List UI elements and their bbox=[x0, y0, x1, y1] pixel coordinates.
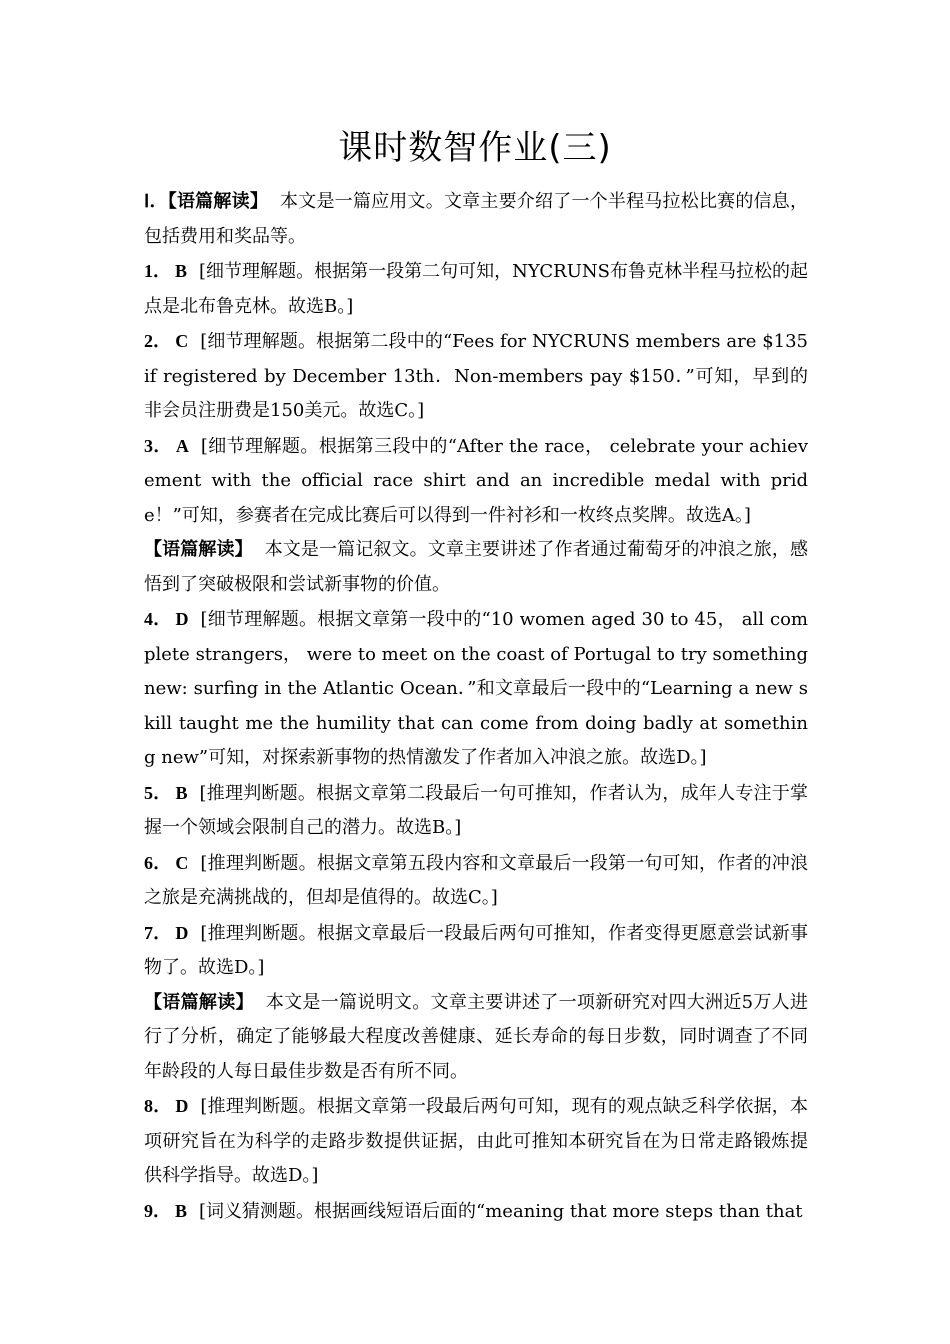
section-intro-2 bbox=[144, 533, 808, 602]
answer-item-3 bbox=[144, 429, 808, 534]
page-title: 课时数智作业(三) bbox=[338, 128, 612, 168]
answer-letter: B bbox=[175, 261, 188, 281]
reading-tag: 【语篇解读】 bbox=[144, 539, 253, 560]
reading-tag: 【语篇解读】 bbox=[144, 991, 254, 1013]
explanation-text: [推理判断题。根据文章最后一段最后两句可推知，作者变得更愿意尝试新事物了。故选D。] bbox=[144, 922, 808, 978]
answer-letter: A bbox=[175, 435, 189, 456]
question-number: 9． bbox=[144, 1200, 171, 1221]
paragraph-text: 本文是一篇记叙文。文章主要讲述了作者通过葡萄牙的冲浪之旅，感悟到了突破极限和尝试新事物的价值。 bbox=[144, 539, 808, 595]
answer-letter: B bbox=[175, 1200, 188, 1221]
question-number: 3． bbox=[144, 435, 172, 456]
answer-item-9 bbox=[144, 1194, 808, 1230]
question-number: 5． bbox=[144, 782, 172, 803]
explanation-text: [细节理解题。根据第三段中的“After the race， celebrate your achievement with the official race shirt and an incredible medal with pride！”可知，参赛者在完成比赛后可以得到一件衬衫和一枚终点奖牌。故选A。] bbox=[144, 435, 808, 526]
answer-letter: D bbox=[175, 609, 189, 629]
explanation-text: [细节理解题。根据文章第一段中的“10 women aged 30 to 45， all complete strangers， were to meet on the coast of Portugal to try something new: surfing in the Atlantic Ocean．”和文章最后一段中的“Learning a new skill taught me the humility that can come from doing badly at something new”可知，对探索新事物的热情激发了作者加入冲浪之旅。故选D。] bbox=[144, 609, 808, 768]
paragraph-text: 本文是一篇说明文。文章主要讲述了一项新研究对四大洲近5万人进行了分析，确定了能够最大程度改善健康、延长寿命的每日步数，同时调查了不同年龄段的人每日最佳步数是否有所不同。 bbox=[144, 991, 809, 1082]
answer-item-8 bbox=[144, 1089, 808, 1194]
answer-item-5 bbox=[144, 776, 808, 846]
question-number: 7． bbox=[144, 922, 172, 943]
answer-letter: B bbox=[175, 782, 188, 803]
explanation-text: [细节理解题。根据第二段中的“Fees for NYCRUNS members are $135 if registered by December 13th．Non-members pay $150．”可知，早到的非会员注册费是150美元。故选C。] bbox=[144, 331, 809, 421]
paragraph-text: 本文是一篇应用文。文章主要介绍了一个半程马拉松比赛的信息，包括费用和奖品等。 bbox=[144, 191, 809, 247]
answer-letter: D bbox=[175, 1096, 189, 1116]
section-intro-1 bbox=[144, 184, 808, 254]
answer-letter: D bbox=[175, 922, 189, 943]
question-number: 6． bbox=[144, 852, 172, 873]
answer-body bbox=[144, 184, 808, 1229]
section-intro-3 bbox=[144, 986, 808, 1090]
explanation-text: [推理判断题。根据文章第一段最后两句可知，现有的观点缺乏科学依据，本项研究旨在为科学的走路步数提供证据，由此可推知本研究旨在为日常走路锻炼提供科学指导。故选D。] bbox=[144, 1096, 808, 1186]
explanation-text: [细节理解题。根据第一段第二句可知，NYCRUNS布鲁克林半程马拉松的起点是北布鲁克林。故选B。] bbox=[144, 261, 809, 317]
question-number: 4． bbox=[144, 609, 172, 629]
answer-item-1 bbox=[144, 254, 808, 324]
explanation-text: [推理判断题。根据文章第五段内容和文章最后一段第一句可知，作者的冲浪之旅是充满挑战的，但却是值得的。故选C。] bbox=[144, 852, 808, 908]
answer-letter: C bbox=[175, 852, 189, 873]
answer-item-6 bbox=[144, 846, 808, 916]
answer-item-2 bbox=[144, 324, 808, 429]
answer-item-7 bbox=[144, 916, 808, 986]
answer-item-4 bbox=[144, 602, 808, 776]
answer-letter: C bbox=[175, 331, 189, 351]
explanation-text: [词义猜测题。根据画线短语后面的“meaning that more steps than that bbox=[199, 1200, 803, 1222]
explanation-text: [推理判断题。根据文章第二段最后一句可推知，作者认为，成年人专注于掌握一个领域会限制自己的潜力。故选B。] bbox=[144, 782, 809, 838]
reading-tag: 【语篇解读】 bbox=[167, 191, 269, 212]
question-number: 1． bbox=[144, 261, 172, 281]
question-number: 2． bbox=[144, 331, 172, 351]
section-number: Ⅰ． bbox=[144, 191, 168, 211]
question-number: 8． bbox=[144, 1096, 172, 1116]
